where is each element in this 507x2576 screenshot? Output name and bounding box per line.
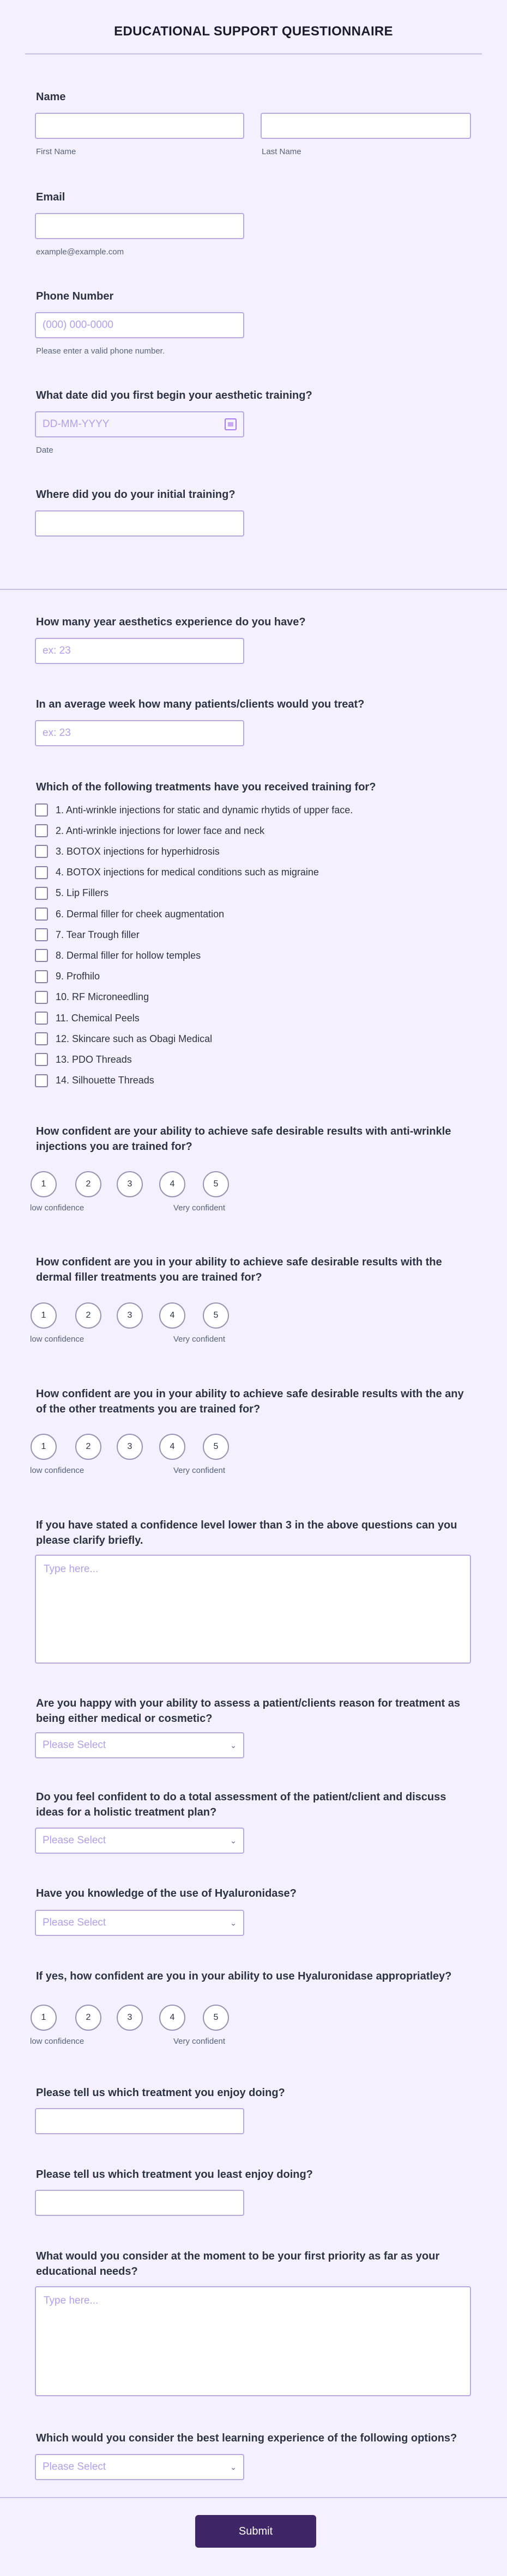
scale-high-label: Very confident [173, 1203, 226, 1213]
treatment-option[interactable] [35, 802, 353, 818]
phone-placeholder: (000) 000-0000 [43, 319, 113, 331]
initial-training-label: Where did you do your initial training? [36, 489, 236, 501]
treatment-option[interactable] [35, 1010, 140, 1026]
email-sublabel: example@example.com [36, 247, 124, 257]
treatment-option-label: 8. Dermal filler for hollow temples [56, 949, 201, 961]
scale-option-3[interactable]: 3 [117, 1434, 143, 1460]
form-title: EDUCATIONAL SUPPORT QUESTIONNAIRE [114, 24, 393, 39]
treatment-checkbox[interactable] [35, 970, 48, 983]
treatment-checkbox[interactable] [35, 887, 48, 900]
years-experience-label: How many year aesthetics experience do you have? [36, 616, 306, 628]
phone-label: Phone Number [36, 290, 114, 302]
treatment-option-label: 12. Skincare such as Obagi Medical [56, 1033, 213, 1044]
priority-placeholder: Type here... [44, 2295, 99, 2306]
holistic-select[interactable] [35, 1828, 244, 1854]
scale-option-4[interactable]: 4 [159, 2005, 185, 2031]
treatment-option-label: 4. BOTOX injections for medical conditions such as migraine [56, 867, 319, 878]
holistic-label: Do you feel confident to do a total assessment of the patient/client and discuss ideas for a holistic treatment plan? [36, 1791, 446, 1818]
treatment-checkbox[interactable] [35, 928, 48, 941]
assess-label: Are you happy with your ability to assess a patient/clients reason for treatment as being either medical or cosmetic? [36, 1697, 460, 1725]
treatment-checkbox[interactable] [35, 1012, 48, 1025]
patients-per-week-input[interactable] [35, 720, 244, 746]
treatment-option-label: 9. Profhilo [56, 971, 100, 982]
phone-sublabel: Please enter a valid phone number. [36, 346, 165, 356]
scale-option-3[interactable]: 3 [117, 2005, 143, 2031]
scale-option-5[interactable]: 5 [203, 1302, 229, 1329]
chevron-down-icon: ⌄ [230, 1836, 237, 1845]
hyaluronidase-select[interactable] [35, 1910, 244, 1936]
first-name-input[interactable] [35, 113, 244, 139]
footer-divider [0, 2497, 507, 2498]
scale-option-5[interactable]: 5 [203, 1434, 229, 1460]
scale-high-label: Very confident [173, 1335, 226, 1344]
clarify-label: If you have stated a confidence level lower than 3 in the above questions can you please clarify briefly. [36, 1519, 457, 1546]
treatment-option[interactable] [35, 823, 264, 839]
scale-option-1[interactable]: 1 [31, 1171, 57, 1197]
scale-high-label: Very confident [173, 2037, 226, 2046]
scale-low-label: low confidence [30, 1203, 84, 1213]
submit-button[interactable]: Submit [195, 2515, 316, 2548]
treatment-option[interactable] [35, 947, 201, 964]
scale-low-label: low confidence [30, 2037, 84, 2046]
treatment-checkbox[interactable] [35, 866, 48, 879]
learning-select[interactable] [35, 2454, 244, 2480]
title-divider [25, 53, 482, 54]
treatment-option-label: 7. Tear Trough filler [56, 929, 140, 940]
treatment-option[interactable] [35, 1073, 154, 1089]
scale-option-4[interactable]: 4 [159, 1171, 185, 1197]
treatments-label: Which of the following treatments have you received training for? [36, 781, 376, 793]
treatment-checkbox[interactable] [35, 1074, 48, 1087]
treatment-option-label: 2. Anti-wrinkle injections for lower face and neck [56, 825, 265, 836]
training-date-input[interactable] [35, 411, 244, 437]
treatment-option-label: 14. Silhouette Threads [56, 1075, 154, 1086]
treatment-option[interactable] [35, 1051, 132, 1068]
scale-option-2[interactable]: 2 [75, 2005, 101, 2031]
treatment-option-label: 10. RF Microneedling [56, 991, 149, 1003]
enjoy-input[interactable] [35, 2108, 244, 2134]
patients-per-week-label: In an average week how many patients/clients would you treat? [36, 698, 365, 710]
priority-textarea[interactable] [35, 2286, 471, 2396]
treatment-option-label: 5. Lip Fillers [56, 887, 109, 899]
scale-3-label: How confident are you in your ability to achieve safe desirable results with the any of the other treatments you are trained for? [36, 1388, 464, 1415]
scale-option-3[interactable]: 3 [117, 1171, 143, 1197]
treatment-checkbox[interactable] [35, 991, 48, 1004]
scale-option-2[interactable]: 2 [75, 1171, 101, 1197]
scale-option-5[interactable]: 5 [203, 1171, 229, 1197]
enjoy-label: Please tell us which treatment you enjoy doing? [36, 2087, 285, 2099]
treatment-option[interactable] [35, 989, 149, 1006]
treatment-option[interactable] [35, 969, 100, 985]
name-label: Name [36, 91, 66, 103]
treatment-checkbox[interactable] [35, 824, 48, 837]
email-label: Email [36, 191, 65, 203]
assess-select[interactable] [35, 1732, 244, 1758]
scale-option-4[interactable]: 4 [159, 1302, 185, 1329]
treatment-checkbox[interactable] [35, 1053, 48, 1066]
treatment-option[interactable] [35, 843, 220, 860]
chevron-down-icon: ⌄ [230, 1918, 237, 1927]
treatment-checkbox[interactable] [35, 1032, 48, 1045]
scale-1-label: How confident are your ability to achieve safe desirable results with anti-wrinkle injections you are trained for? [36, 1125, 451, 1153]
scale-option-3[interactable]: 3 [117, 1302, 143, 1329]
scale-option-1[interactable]: 1 [31, 1302, 57, 1329]
hyaluronidase-label: Have you knowledge of the use of Hyaluronidase? [36, 1887, 297, 1899]
calendar-icon[interactable] [225, 418, 237, 430]
training-date-label: What date did you first begin your aesthetic training? [36, 389, 312, 401]
email-input[interactable] [35, 213, 244, 239]
scale-option-5[interactable]: 5 [203, 2005, 229, 2031]
chevron-down-icon: ⌄ [230, 2462, 237, 2471]
priority-label: What would you consider at the moment to be your first priority as far as your educational needs? [36, 2250, 440, 2277]
learning-label: Which would you consider the best learning experience of the following options? [36, 2432, 457, 2444]
scale-option-2[interactable]: 2 [75, 1302, 101, 1329]
last-name-input[interactable] [261, 113, 471, 139]
assess-placeholder: Please Select [43, 1739, 106, 1751]
chevron-down-icon: ⌄ [230, 1740, 237, 1750]
treatment-option[interactable] [35, 885, 108, 902]
treatment-option[interactable] [35, 864, 319, 881]
years-experience-placeholder: ex: 23 [43, 645, 71, 656]
treatment-option-label: 11. Chemical Peels [56, 1012, 140, 1024]
page-break-divider [0, 589, 507, 590]
treatment-checkbox[interactable] [35, 908, 48, 921]
training-date-placeholder: DD-MM-YYYY [43, 418, 110, 430]
holistic-placeholder: Please Select [43, 1835, 106, 1846]
treatment-checkbox[interactable] [35, 949, 48, 962]
first-name-sublabel: First Name [36, 147, 76, 156]
least-enjoy-label: Please tell us which treatment you least enjoy doing? [36, 2169, 313, 2181]
treatment-option[interactable] [35, 927, 140, 943]
scale-low-label: low confidence [30, 1466, 84, 1475]
scale-option-1[interactable]: 1 [31, 1434, 57, 1460]
learning-placeholder: Please Select [43, 2461, 106, 2473]
treatment-option-label: 13. PDO Threads [56, 1053, 132, 1065]
treatment-option-label: 1. Anti-wrinkle injections for static and dynamic rhytids of upper face. [56, 804, 353, 815]
patients-per-week-placeholder: ex: 23 [43, 727, 71, 739]
treatment-option-label: 6. Dermal filler for cheek augmentation [56, 908, 225, 919]
hyaluronidase-scale-label: If yes, how confident are you in your ability to use Hyaluronidase appropriatley? [36, 1970, 452, 1982]
treatment-option[interactable] [35, 1031, 212, 1047]
scale-option-2[interactable]: 2 [75, 1434, 101, 1460]
treatment-option-label: 3. BOTOX injections for hyperhidrosis [56, 845, 220, 857]
training-date-sublabel: Date [36, 446, 53, 455]
scale-2-label: How confident are you in your ability to achieve safe desirable results with the dermal filler treatments you are trained for? [36, 1256, 442, 1283]
years-experience-input[interactable] [35, 638, 244, 664]
treatment-checkbox[interactable] [35, 803, 48, 817]
treatment-option[interactable] [35, 906, 224, 922]
scale-high-label: Very confident [173, 1466, 226, 1475]
treatment-checkbox[interactable] [35, 845, 48, 858]
clarify-textarea[interactable] [35, 1555, 471, 1664]
initial-training-input[interactable] [35, 510, 244, 537]
least-enjoy-input[interactable] [35, 2190, 244, 2216]
scale-low-label: low confidence [30, 1335, 84, 1344]
last-name-sublabel: Last Name [262, 147, 301, 156]
scale-option-1[interactable]: 1 [31, 2005, 57, 2031]
phone-input[interactable] [35, 312, 244, 338]
clarify-placeholder: Type here... [44, 1563, 99, 1575]
scale-option-4[interactable]: 4 [159, 1434, 185, 1460]
hyaluronidase-placeholder: Please Select [43, 1917, 106, 1928]
